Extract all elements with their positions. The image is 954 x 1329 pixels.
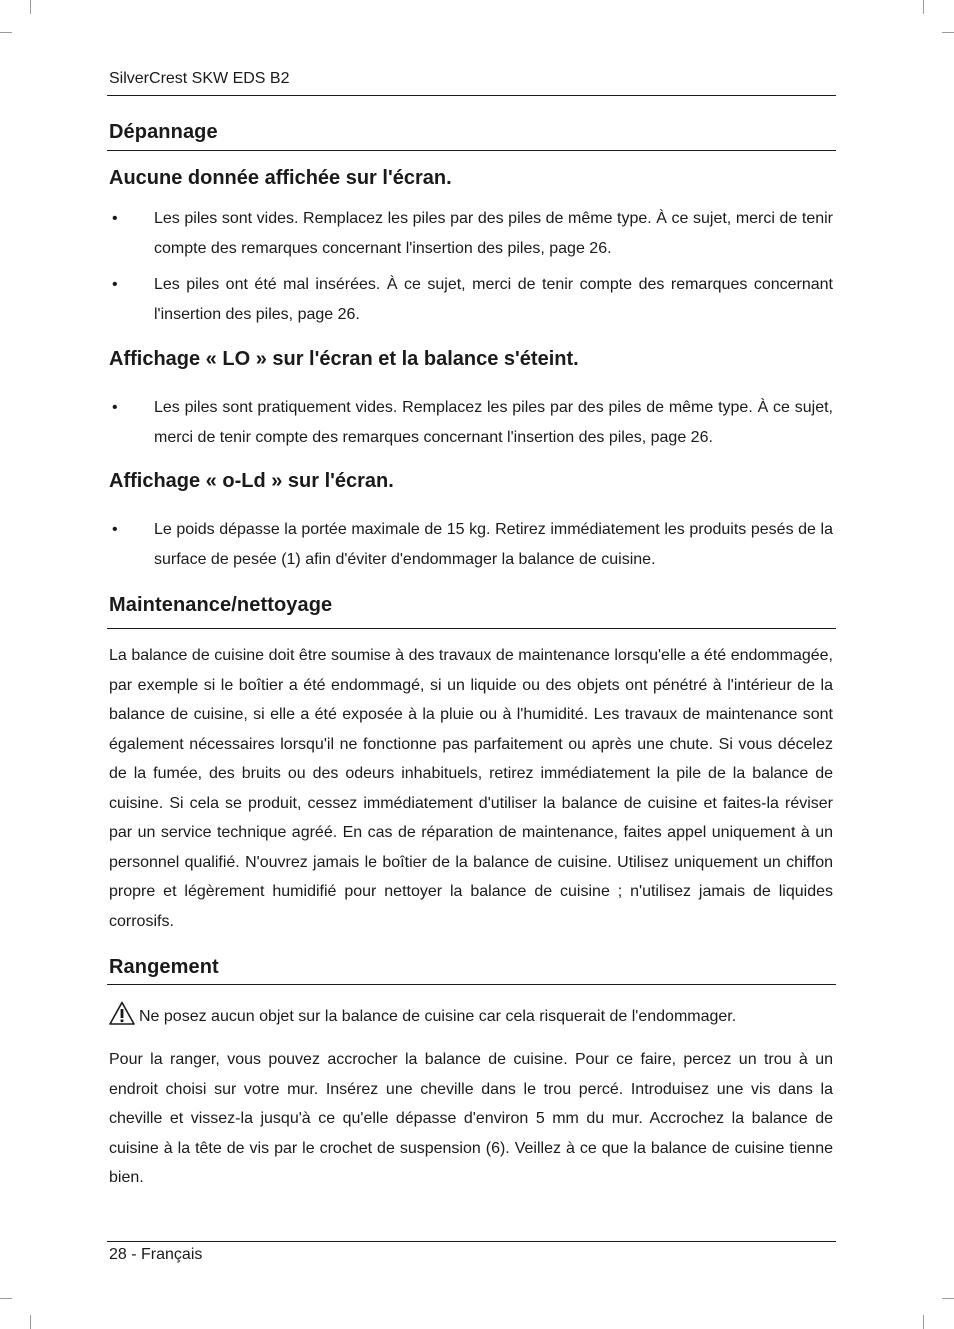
warning-note	[109, 1001, 833, 1032]
list-item-text: Les piles sont pratiquement vides. Remplacez les piles par des piles de même type. À ce sujet, merci de tenir compte des remarques concernant l'insertion des piles, page 26.	[154, 399, 833, 446]
warning-text: Ne posez aucun objet sur la balance de cuisine car cela risquerait de l'endommager.	[139, 1008, 737, 1025]
section-title-depannage: Dépannage	[109, 121, 218, 143]
subsection-title: Aucune donnée affichée sur l'écran.	[109, 167, 452, 189]
section-rule	[107, 150, 836, 151]
section-title-maintenance: Maintenance/nettoyage	[109, 594, 333, 616]
crop-mark	[923, 0, 924, 14]
bullet-icon: •	[112, 210, 118, 227]
list-item-text: Les piles sont vides. Remplacez les piles par des piles de même type. À ce sujet, merci de tenir compte des remarques concernant l'insertion des piles, page 26.	[154, 210, 833, 257]
section-rule	[107, 628, 836, 629]
running-header: SilverCrest SKW EDS B2	[109, 70, 290, 87]
list-item	[109, 204, 833, 263]
subsection-title: Affichage « LO » sur l'écran et la balance s'éteint.	[109, 348, 579, 370]
crop-mark	[0, 1298, 12, 1299]
list-item-text: Le poids dépasse la portée maximale de 15 kg. Retirez immédiatement les produits pesés de la surface de pesée (1) afin d'éviter d'endommager la balance de cuisine.	[154, 521, 833, 568]
warning-triangle-icon	[109, 1001, 135, 1025]
crop-mark	[30, 0, 31, 14]
crop-mark	[923, 1315, 924, 1329]
maintenance-paragraph: La balance de cuisine doit être soumise à des travaux de maintenance lorsqu'elle a été endommagée, par exemple si le boîtier a été endommagé, si un liquide ou des objets ont pénétré à l'intérieur de la balance de cuisine, si elle a été exposée à la pluie ou à l'humidité. Les travaux de maintenance sont également nécessaires lorsqu'il ne fonctionne pas parfaitement ou après une chute. Si vous décelez de la fumée, des bruits ou des odeurs inhabituels, retirez immédiatement la pile de la balance de cuisine. Si cela se produit, cessez immédiatement d'utiliser la balance de cuisine et faites-la réviser par un service technique agréé. En cas de réparation de maintenance, faites appel uniquement à un personnel qualifié. N'ouvrez jamais le boîtier de la balance de cuisine. Utilisez uniquement un chiffon propre et légèrement humidifié pour nettoyer la balance de cuisine ; n'utilisez jamais de liquides corrosifs.	[109, 647, 833, 930]
list-item	[109, 393, 833, 452]
crop-mark	[942, 1298, 954, 1299]
crop-mark	[942, 32, 954, 33]
bullet-icon: •	[112, 521, 118, 538]
page-number: 28 - Français	[109, 1246, 203, 1263]
header-rule	[107, 95, 836, 96]
rangement-paragraph: Pour la ranger, vous pouvez accrocher la balance de cuisine. Pour ce faire, percez un trou à un endroit choisi sur votre mur. Insérez une cheville dans le trou percé. Introduisez une vis dans la cheville et vissez-la jusqu'à ce qu'elle dépasse d'environ 5 mm du mur. Accrochez la balance de cuisine à la tête de vis par le crochet de suspension (6). Veillez à ce que la balance de cuisine tienne bien.	[109, 1051, 833, 1186]
bullet-icon: •	[112, 276, 118, 293]
bullet-icon: •	[112, 399, 118, 416]
section-title-rangement: Rangement	[109, 956, 219, 978]
crop-mark	[0, 32, 12, 33]
subsection-title: Affichage « o-Ld » sur l'écran.	[109, 470, 394, 492]
list-item-text: Les piles ont été mal insérées. À ce sujet, merci de tenir compte des remarques concernant l'insertion des piles, page 26.	[154, 276, 833, 323]
footer-rule	[107, 1241, 836, 1242]
crop-mark	[30, 1315, 31, 1329]
list-item	[109, 515, 833, 574]
section-rule	[107, 984, 836, 985]
list-item	[109, 270, 833, 329]
